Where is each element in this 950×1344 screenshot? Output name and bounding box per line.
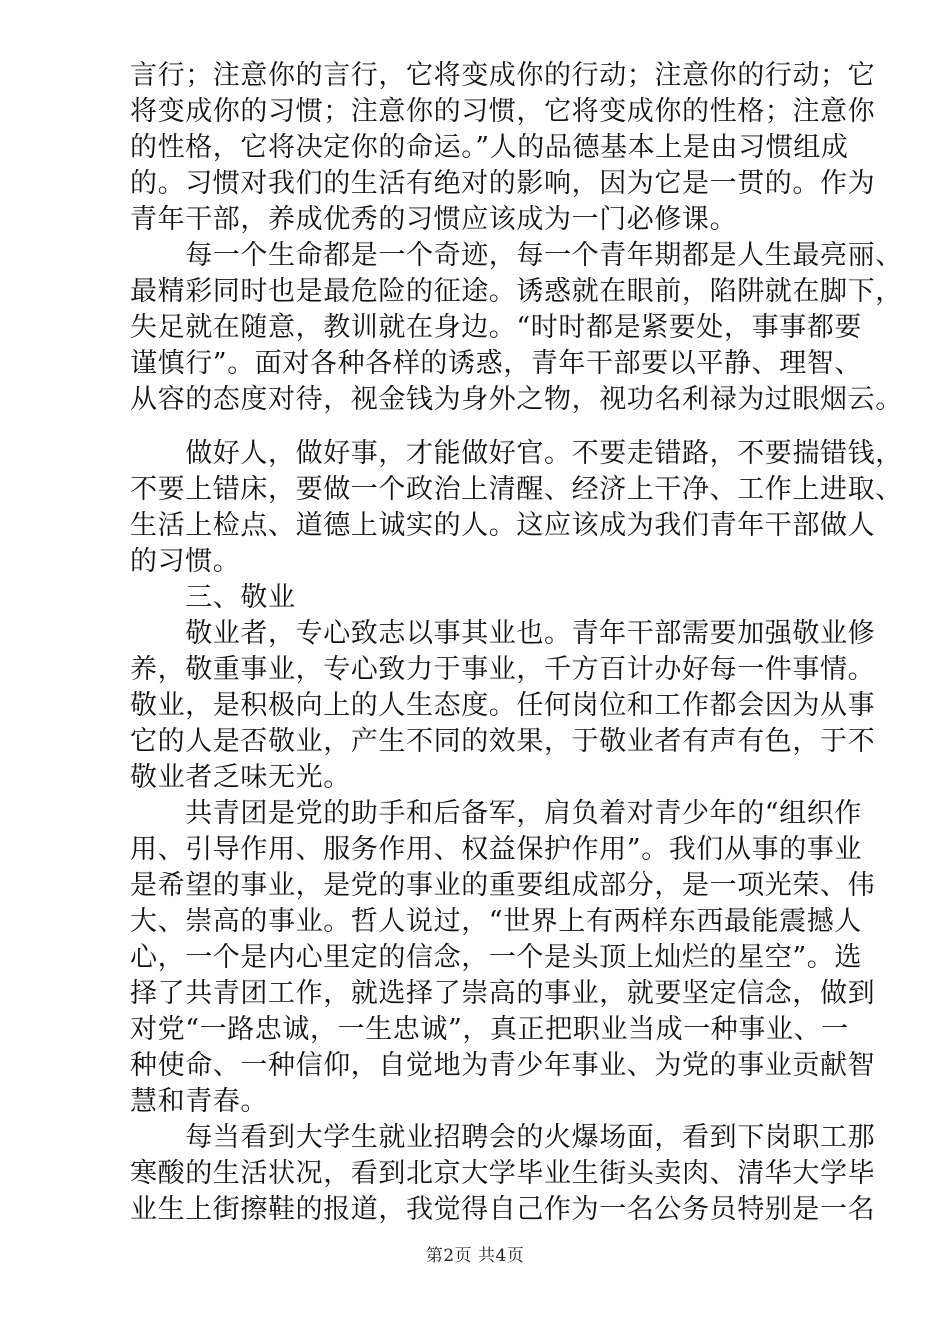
text-line: 不要上错床，要做一个政治上清醒、经济上干净、工作上进取、 [130,474,903,505]
text-line: 谨慎行”。面对各种各样的诱惑，青年干部要以平静、理智、 [130,348,863,379]
text-line: 敬业者，专心致志以事其业也。青年干部需要加强敬业修 [130,618,876,649]
text-line: 生活上检点、道德上诚实的人。这应该成为我们青年干部做人 [130,510,876,541]
text-line: 的习惯。 [130,546,241,577]
text-line: 敬业者乏味无光。 [130,762,351,793]
text-line: 做好人，做好事，才能做好官。不要走错路，不要揣错钱， [130,438,903,469]
text-line: 业生上街擦鞋的报道，我觉得自己作为一名公务员特别是一名 [130,1194,876,1225]
text-line: 大、崇高的事业。哲人说过，“世界上有两样东西最能震撼人 [130,906,863,937]
text-line: 养，敬重事业，专心致力于事业，千方百计办好每一件事情。 [130,654,876,685]
text-line: 心，一个是内心里定的信念，一个是头顶上灿烂的星空”。选 [130,942,863,973]
text-line: 种使命、一种信仰，自觉地为青少年事业、为党的事业贡献智 [130,1050,876,1081]
text-line: 言行；注意你的言行，它将变成你的行动；注意你的行动；它 [130,60,876,91]
text-line: 择了共青团工作，就选择了崇高的事业，就要坚定信念，做到 [130,978,876,1009]
text-line: 寒酸的生活状况，看到北京大学毕业生街头卖肉、清华大学毕 [130,1158,876,1189]
text-line: 失足就在随意，教训就在身边。“时时都是紧要处，事事都要 [130,312,863,343]
text-line: 慧和青春。 [130,1086,268,1117]
text-line: 将变成你的习惯；注意你的习惯，它将变成你的性格；注意你 [130,96,876,127]
text-line: 它的人是否敬业，产生不同的效果，于敬业者有声有色，于不 [130,726,876,757]
text-line: 每当看到大学生就业招聘会的火爆场面，看到下岗职工那 [130,1122,876,1153]
text-line: 用、引导作用、服务作用、权益保护作用”。我们从事的事业 [130,834,863,865]
text-line: 每一个生命都是一个奇迹，每一个青年期都是人生最亮丽、 [130,240,903,271]
text-line: 敬业，是积极向上的人生态度。任何岗位和工作都会因为从事 [130,690,876,721]
text-line: 最精彩同时也是最危险的征途。诱惑就在眼前，陷阱就在脚下， [130,276,903,307]
section-heading: 三、敬业 [130,582,296,613]
text-line: 对党“一路忠诚，一生忠诚”，真正把职业当成一种事业、一 [130,1014,849,1045]
text-line: 是希望的事业，是党的事业的重要组成部分，是一项光荣、伟 [130,870,876,901]
text-line: 的。习惯对我们的生活有绝对的影响，因为它是一贯的。作为 [130,168,876,199]
text-line: 的性格，它将决定你的命运。”人的品德基本上是由习惯组成 [130,132,849,163]
text-line: 从容的态度对待，视金钱为身外之物，视功名利禄为过眼烟云。 [130,384,903,415]
text-line: 青年干部，养成优秀的习惯应该成为一门必修课。 [130,204,738,235]
page-number-footer: 第2页 共4页 [425,1246,525,1266]
text-line: 共青团是党的助手和后备军，肩负着对青少年的“组织作 [130,798,863,829]
